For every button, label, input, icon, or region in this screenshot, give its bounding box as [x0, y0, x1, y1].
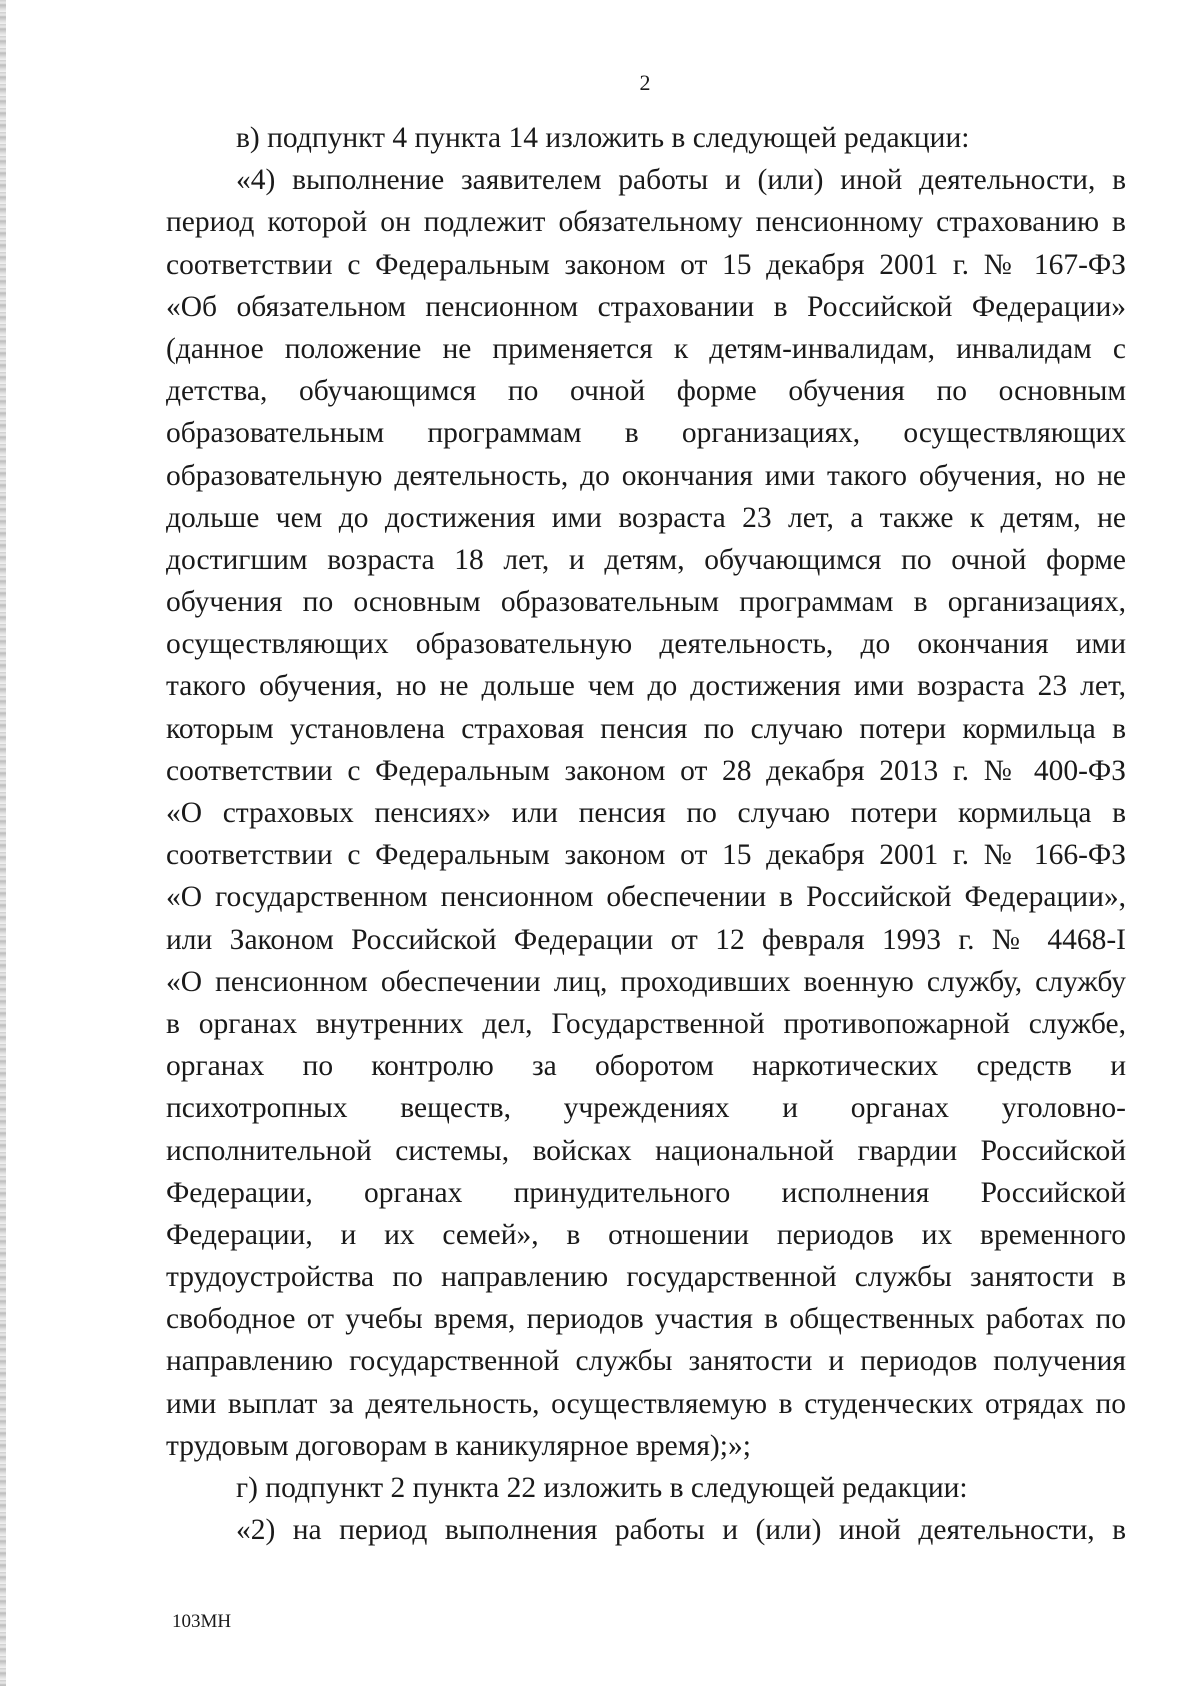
text-line: Федерации, и их семей», в отношении периодов их временного	[166, 1218, 1126, 1251]
text-line: или Законом Российской Федерации от 12 февраля 1993 г. № 4468-I	[166, 923, 1126, 956]
text-line: соответствии с Федеральным законом от 15 декабря 2001 г. № 166-ФЗ	[166, 839, 1126, 872]
text-line: Федерации, органах принудительного исполнения Российской	[166, 1176, 1126, 1209]
text-line: г) подпункт 2 пункта 22 изложить в следующей редакции:	[236, 1472, 968, 1504]
text-line: ими выплат за деятельность, осуществляемую в студенческих отрядах по	[166, 1387, 1126, 1420]
text-line: трудоустройства по направлению государственной службы занятости в	[166, 1261, 1126, 1294]
text-line: «О страховых пенсиях» или пенсия по случаю потери кормильца в	[166, 797, 1126, 829]
text-line: достигшим возраста 18 лет, и детям, обучающимся по очной форме	[166, 543, 1126, 576]
text-line: соответствии с Федеральным законом от 15 декабря 2001 г. № 167-ФЗ	[166, 248, 1126, 281]
text-line: «2) на период выполнения работы и (или) иной деятельности, в	[236, 1514, 1126, 1547]
document-body	[166, 117, 1126, 1551]
text-line: исполнительной системы, войсках национальной гвардии Российской	[166, 1134, 1126, 1167]
text-line: детства, обучающимся по очной форме обучения по основным	[166, 375, 1126, 408]
text-line: обучения по основным образовательным программам в организациях,	[166, 586, 1126, 619]
text-line: «4) выполнение заявителем работы и (или) иной деятельности, в	[236, 164, 1126, 197]
text-line: в) подпункт 4 пункта 14 изложить в следующей редакции:	[236, 122, 970, 154]
text-line: психотропных веществ, учреждениях и органах уголовно-	[166, 1092, 1126, 1125]
text-line: органах по контролю за оборотом наркотических средств и	[166, 1050, 1126, 1083]
text-line: соответствии с Федеральным законом от 28 декабря 2013 г. № 400-ФЗ	[166, 754, 1126, 787]
text-line: «О пенсионном обеспечении лиц, проходивших военную службу, службу	[166, 965, 1126, 998]
text-line: направлению государственной службы занятости и периодов получения	[166, 1345, 1126, 1378]
text-line: (данное положение не применяется к детям-инвалидам, инвалидам с	[166, 332, 1126, 365]
text-line: такого обучения, но не дольше чем до достижения ими возраста 23 лет,	[166, 670, 1126, 703]
text-line: период которой он подлежит обязательному пенсионному страхованию в	[166, 206, 1126, 239]
text-line: образовательным программам в организациях, осуществляющих	[166, 417, 1126, 450]
text-line: осуществляющих образовательную деятельность, до окончания ими	[166, 628, 1126, 661]
text-line: которым установлена страховая пенсия по случаю потери кормильца в	[166, 712, 1126, 745]
text-line: «О государственном пенсионном обеспечении в Российской Федерации»,	[166, 881, 1126, 914]
text-line: образовательную деятельность, до окончания ими такого обучения, но не	[166, 459, 1126, 492]
text-line: в органах внутренних дел, Государственной противопожарной службе,	[166, 1007, 1126, 1040]
text-line: «Об обязательном пенсионном страховании в Российской Федерации»	[166, 290, 1126, 323]
page-number: 2	[639, 70, 651, 95]
text-line: дольше чем до достижения ими возраста 23 лет, а также к детям, не	[166, 501, 1126, 534]
scan-edge-shadow	[0, 0, 6, 1686]
text-line: свободное от учебы время, периодов участия в общественных работах по	[166, 1303, 1126, 1336]
text-line: трудовым договорам в каникулярное время);»;	[166, 1429, 751, 1462]
document-code: 103МН	[172, 1611, 232, 1632]
